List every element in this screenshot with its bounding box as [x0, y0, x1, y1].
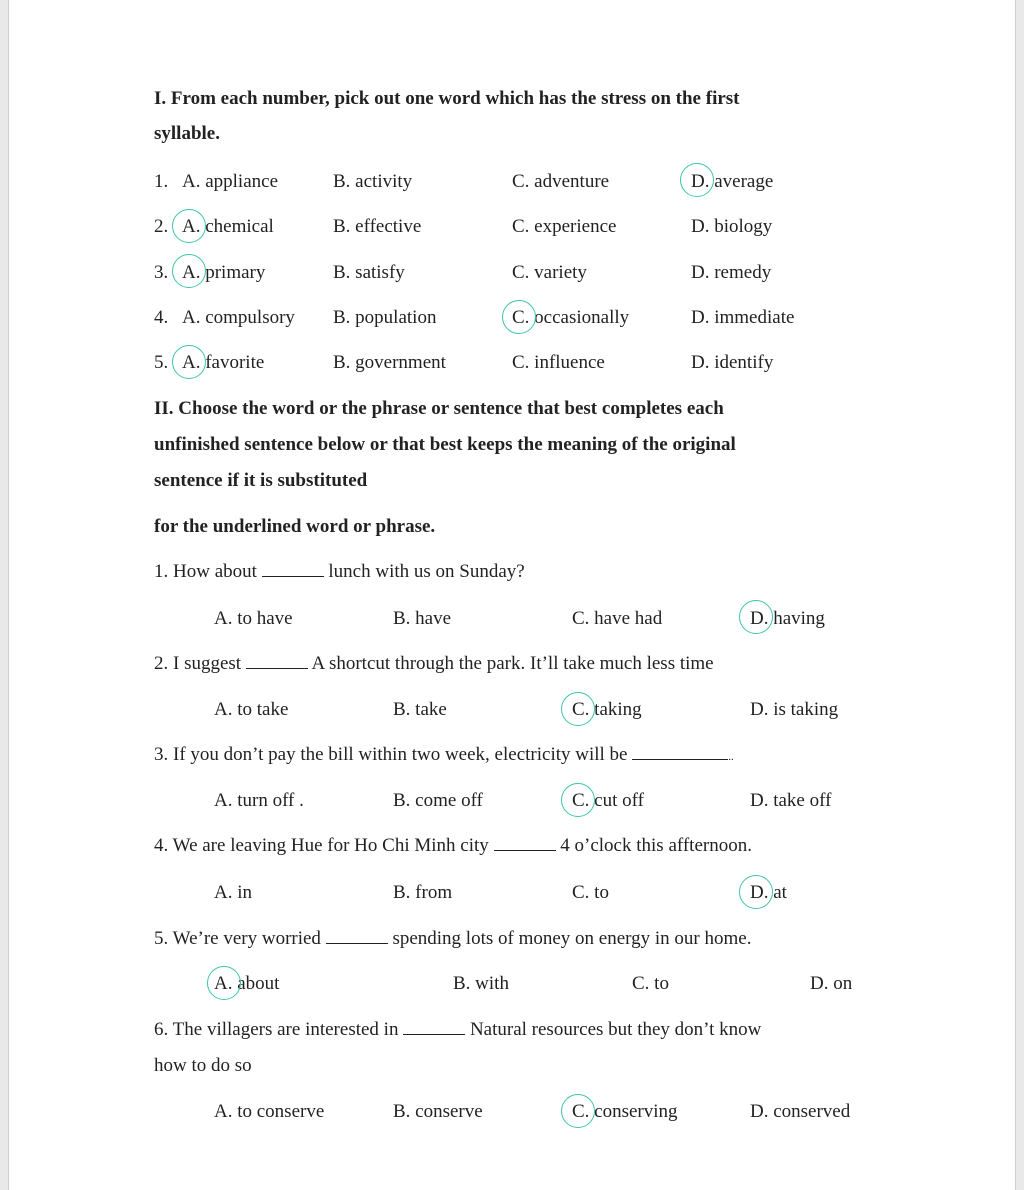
s2-q2-option-a: A. to take — [214, 699, 289, 720]
s2-q4-option-c: C. to — [572, 882, 609, 903]
s1-q1-number: 1. — [154, 171, 169, 192]
s2-q5-stem: 5. We’re very worried spending lots of money on energy in our home. — [154, 928, 752, 949]
answer-circle — [172, 345, 206, 379]
s2-q6-option-b: B. conserve — [393, 1101, 483, 1122]
section2-title-line4: for the underlined word or phrase. — [154, 516, 436, 537]
s1-q3-option-b: B. satisfy — [333, 262, 405, 283]
answer-circle — [561, 1094, 595, 1128]
answer-blank — [632, 745, 728, 760]
s2-q1-option-a: A. to have — [214, 608, 293, 629]
s2-q4-option-d: D. at — [750, 882, 787, 903]
answer-circle — [680, 163, 714, 197]
answer-circle — [561, 783, 595, 817]
s2-q5-option-d: D. on — [810, 973, 853, 994]
s2-q4-stem: 4. We are leaving Hue for Ho Chi Minh city 4 o’clock this affternoon. — [154, 835, 752, 856]
s2-q2-option-b: B. take — [393, 699, 447, 720]
s2-q2-option-c: C. taking — [572, 699, 642, 720]
s1-q4-option-b: B. population — [333, 307, 437, 328]
s2-q2-stem: 2. I suggest A shortcut through the park. It’ll take much less time — [154, 653, 714, 674]
s2-q4-option-a: A. in — [214, 882, 252, 903]
s2-q6-option-d: D. conserved — [750, 1101, 851, 1122]
s1-q2-option-a: A. chemical — [182, 216, 274, 237]
s2-q3-option-c: C. cut off — [572, 790, 644, 811]
s2-q6-option-a: A. to conserve — [214, 1101, 325, 1122]
s2-q3-option-b: B. come off — [393, 790, 483, 811]
answer-circle — [561, 692, 595, 726]
s1-q2-option-c: C. experience — [512, 216, 617, 237]
s1-q3-number: 3. — [154, 262, 169, 283]
s2-q6-stem-line2: how to do so — [154, 1055, 252, 1076]
s1-q1-option-a: A. appliance — [182, 171, 279, 192]
s2-q5-option-a: A. about — [214, 973, 280, 994]
section2-title-line3: sentence if it is substituted — [154, 470, 368, 491]
s1-q5-option-b: B. government — [333, 352, 446, 373]
s1-q4-option-d: D. immediate — [691, 307, 795, 328]
section1-title-line2: syllable. — [154, 123, 220, 144]
answer-circle — [172, 254, 206, 288]
answer-blank — [246, 654, 308, 669]
answer-circle — [502, 300, 536, 334]
s2-q1-option-b: B. have — [393, 608, 452, 629]
s2-q3-option-d: D. take off — [750, 790, 832, 811]
s2-q1-option-d: D. having — [750, 608, 825, 629]
s2-q4-option-b: B. from — [393, 882, 453, 903]
answer-blank — [494, 836, 556, 851]
document-page — [8, 0, 1016, 1190]
s1-q1-option-c: C. adventure — [512, 171, 610, 192]
s1-q5-number: 5. — [154, 352, 169, 373]
s1-q1-option-d: D. average — [691, 171, 774, 192]
s1-q4-option-c: C. occasionally — [512, 307, 630, 328]
s1-q5-option-c: C. influence — [512, 352, 605, 373]
section1-title-line1: I. From each number, pick out one word which has the stress on the first — [154, 88, 740, 109]
s2-q5-option-b: B. with — [453, 973, 509, 994]
s2-q3-stem: 3. If you don’t pay the bill within two week, electricity will be .. — [154, 744, 734, 765]
s2-q3-option-a: A. turn off . — [214, 790, 304, 811]
s1-q3-option-d: D. remedy — [691, 262, 772, 283]
s1-q2-option-d: D. biology — [691, 216, 773, 237]
s1-q2-option-b: B. effective — [333, 216, 422, 237]
answer-blank — [326, 929, 388, 944]
s2-q6-stem: 6. The villagers are interested in Natural resources but they don’t know — [154, 1019, 762, 1040]
answer-circle — [207, 966, 241, 1000]
s1-q4-number: 4. — [154, 307, 169, 328]
answer-circle — [739, 600, 773, 634]
s2-q6-option-c: C. conserving — [572, 1101, 678, 1122]
section2-title-line1: II. Choose the word or the phrase or sentence that best completes each — [154, 398, 724, 419]
answer-circle — [739, 875, 773, 909]
s2-q1-option-c: C. have had — [572, 608, 663, 629]
s2-q5-option-c: C. to — [632, 973, 669, 994]
s1-q1-option-b: B. activity — [333, 171, 413, 192]
answer-circle — [172, 209, 206, 243]
s1-q4-option-a: A. compulsory — [182, 307, 295, 328]
s1-q3-option-c: C. variety — [512, 262, 587, 283]
section2-title-line2: unfinished sentence below or that best keeps the meaning of the original — [154, 434, 736, 455]
s1-q3-option-a: A. primary — [182, 262, 266, 283]
s1-q5-option-d: D. identify — [691, 352, 774, 373]
s2-q2-option-d: D. is taking — [750, 699, 839, 720]
s2-q1-stem: 1. How about lunch with us on Sunday? — [154, 561, 525, 582]
s1-q5-option-a: A. favorite — [182, 352, 265, 373]
s1-q2-number: 2. — [154, 216, 169, 237]
answer-blank — [262, 562, 324, 577]
answer-blank — [403, 1020, 465, 1035]
